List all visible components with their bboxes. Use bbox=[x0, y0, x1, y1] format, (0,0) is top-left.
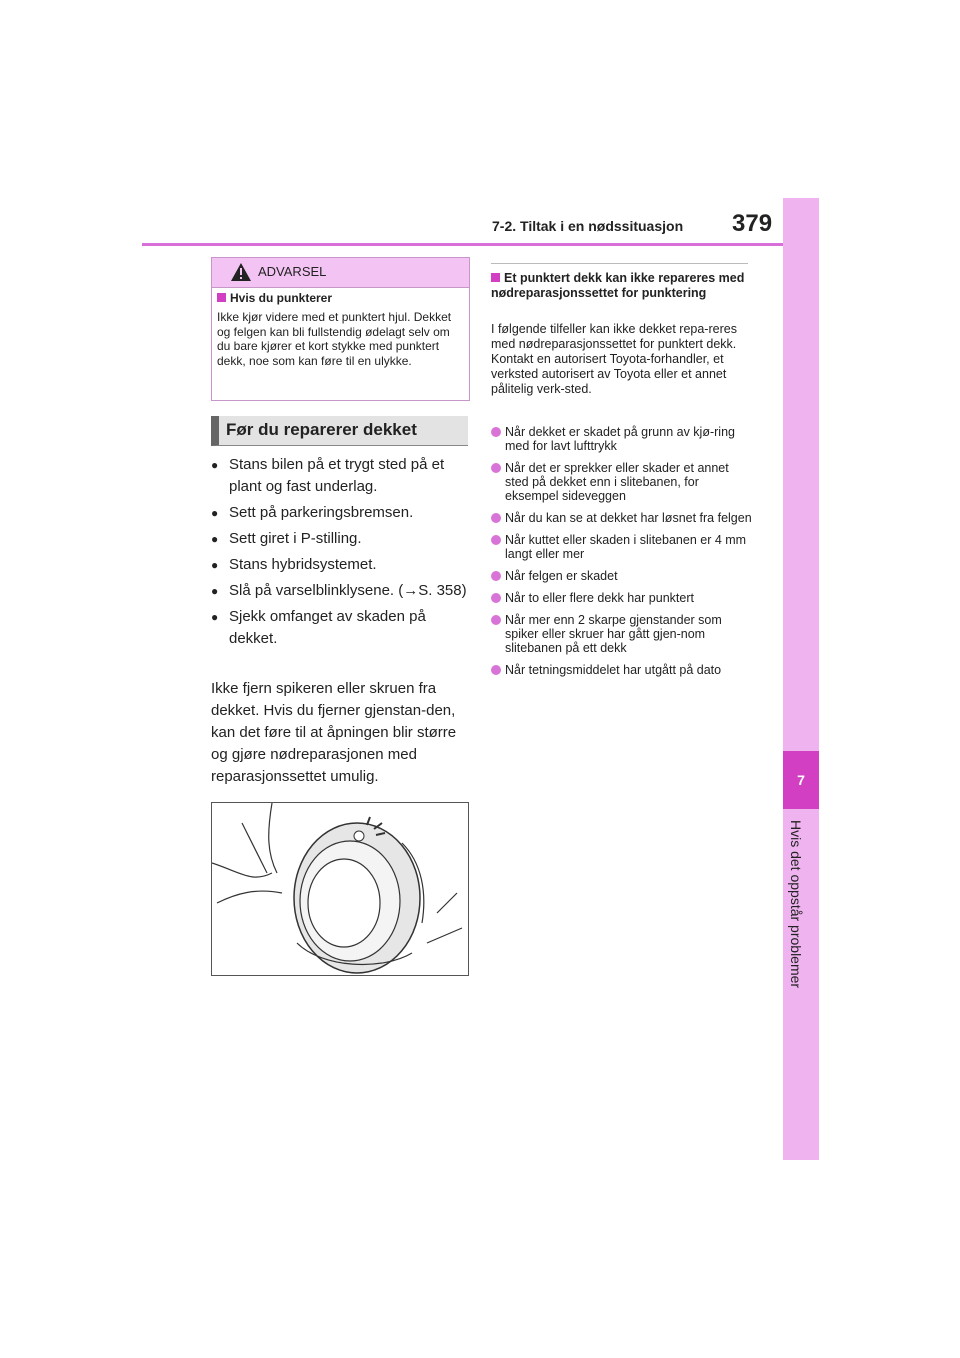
punctured-tire-illustration bbox=[211, 802, 469, 976]
list-item: Når dekket er skadet på grunn av kjø-ring med for lavt lufttrykk bbox=[491, 425, 753, 453]
square-bullet-icon bbox=[217, 293, 226, 302]
square-bullet-icon bbox=[491, 273, 500, 282]
header-divider bbox=[142, 243, 783, 246]
warning-box bbox=[211, 257, 470, 401]
body-paragraph: Ikke fjern spikeren eller skruen fra dekket. Hvis du fjerner gjenstan-den, kan det føre til at åpningen blir større og gjøre nødreparasjonen med reparasjonssettet umulig. bbox=[211, 680, 457, 785]
list-item: ● Sjekk omfanget av skaden på dekket. bbox=[211, 606, 473, 650]
list-item: Når to eller flere dekk har punktert bbox=[491, 591, 753, 605]
warning-heading: ADVARSEL bbox=[258, 264, 327, 279]
list-item: Når mer enn 2 skarpe gjenstander som spiker eller skruer har gått gjen-nom slitebanen på ett dekk bbox=[491, 613, 753, 655]
list-item: ● Stans hybridsystemet. bbox=[211, 554, 473, 576]
chapter-number: 7 bbox=[783, 751, 819, 809]
list-item: Når du kan se at dekket har løsnet fra felgen bbox=[491, 511, 753, 525]
chapter-label: Hvis det oppstår problemer bbox=[788, 820, 804, 989]
right-column-divider bbox=[491, 263, 748, 264]
warning-subheading: Hvis du punkterer bbox=[217, 291, 332, 305]
condition-list bbox=[491, 425, 753, 685]
section-title: 7-2. Tiltak i en nødssituasjon bbox=[492, 218, 684, 234]
bullet-list bbox=[211, 454, 473, 654]
tire-drawing bbox=[212, 803, 468, 975]
list-item: ● Slå på varselblinklysene. (→S. 358) bbox=[211, 580, 473, 602]
warning-header bbox=[212, 258, 469, 288]
warning-body: Ikke kjør videre med et punktert hjul. Dekket og felgen kan bli fullstendig ødelagt selv om du bare kjører et kort stykke med punktert dekk, noe som kan føre til en ulykke. bbox=[217, 310, 452, 368]
warning-triangle-icon bbox=[230, 262, 252, 282]
chapter-tab bbox=[783, 198, 819, 1160]
section-heading: Før du reparerer dekket bbox=[211, 416, 468, 446]
list-item: ● Stans bilen på et trygt sted på et plant og fast underlag. bbox=[211, 454, 473, 498]
list-item: ● Sett på parkeringsbremsen. bbox=[211, 502, 473, 524]
right-column-title: Et punktert dekk kan ikke repareres med nødreparasjonssettet for punktering bbox=[491, 271, 745, 300]
page-number: 379 bbox=[732, 210, 773, 237]
right-column-intro: I følgende tilfeller kan ikke dekket repa-reres med nødreparasjonssettet for punktert dekk. Kontakt en autorisert Toyota-forhandler, et verksted autorisert av Toyota eller et annet pålitelig verk-sted. bbox=[491, 322, 737, 396]
list-item: ● Sett giret i P-stilling. bbox=[211, 528, 473, 550]
list-item: Når kuttet eller skaden i slitebanen er 4 mm langt eller mer bbox=[491, 533, 753, 561]
list-item: Når det er sprekker eller skader et annet sted på dekket enn i slitebanen, for eksempel sideveggen bbox=[491, 461, 753, 503]
list-item: Når felgen er skadet bbox=[491, 569, 753, 583]
list-item: Når tetningsmiddelet har utgått på dato bbox=[491, 663, 753, 677]
